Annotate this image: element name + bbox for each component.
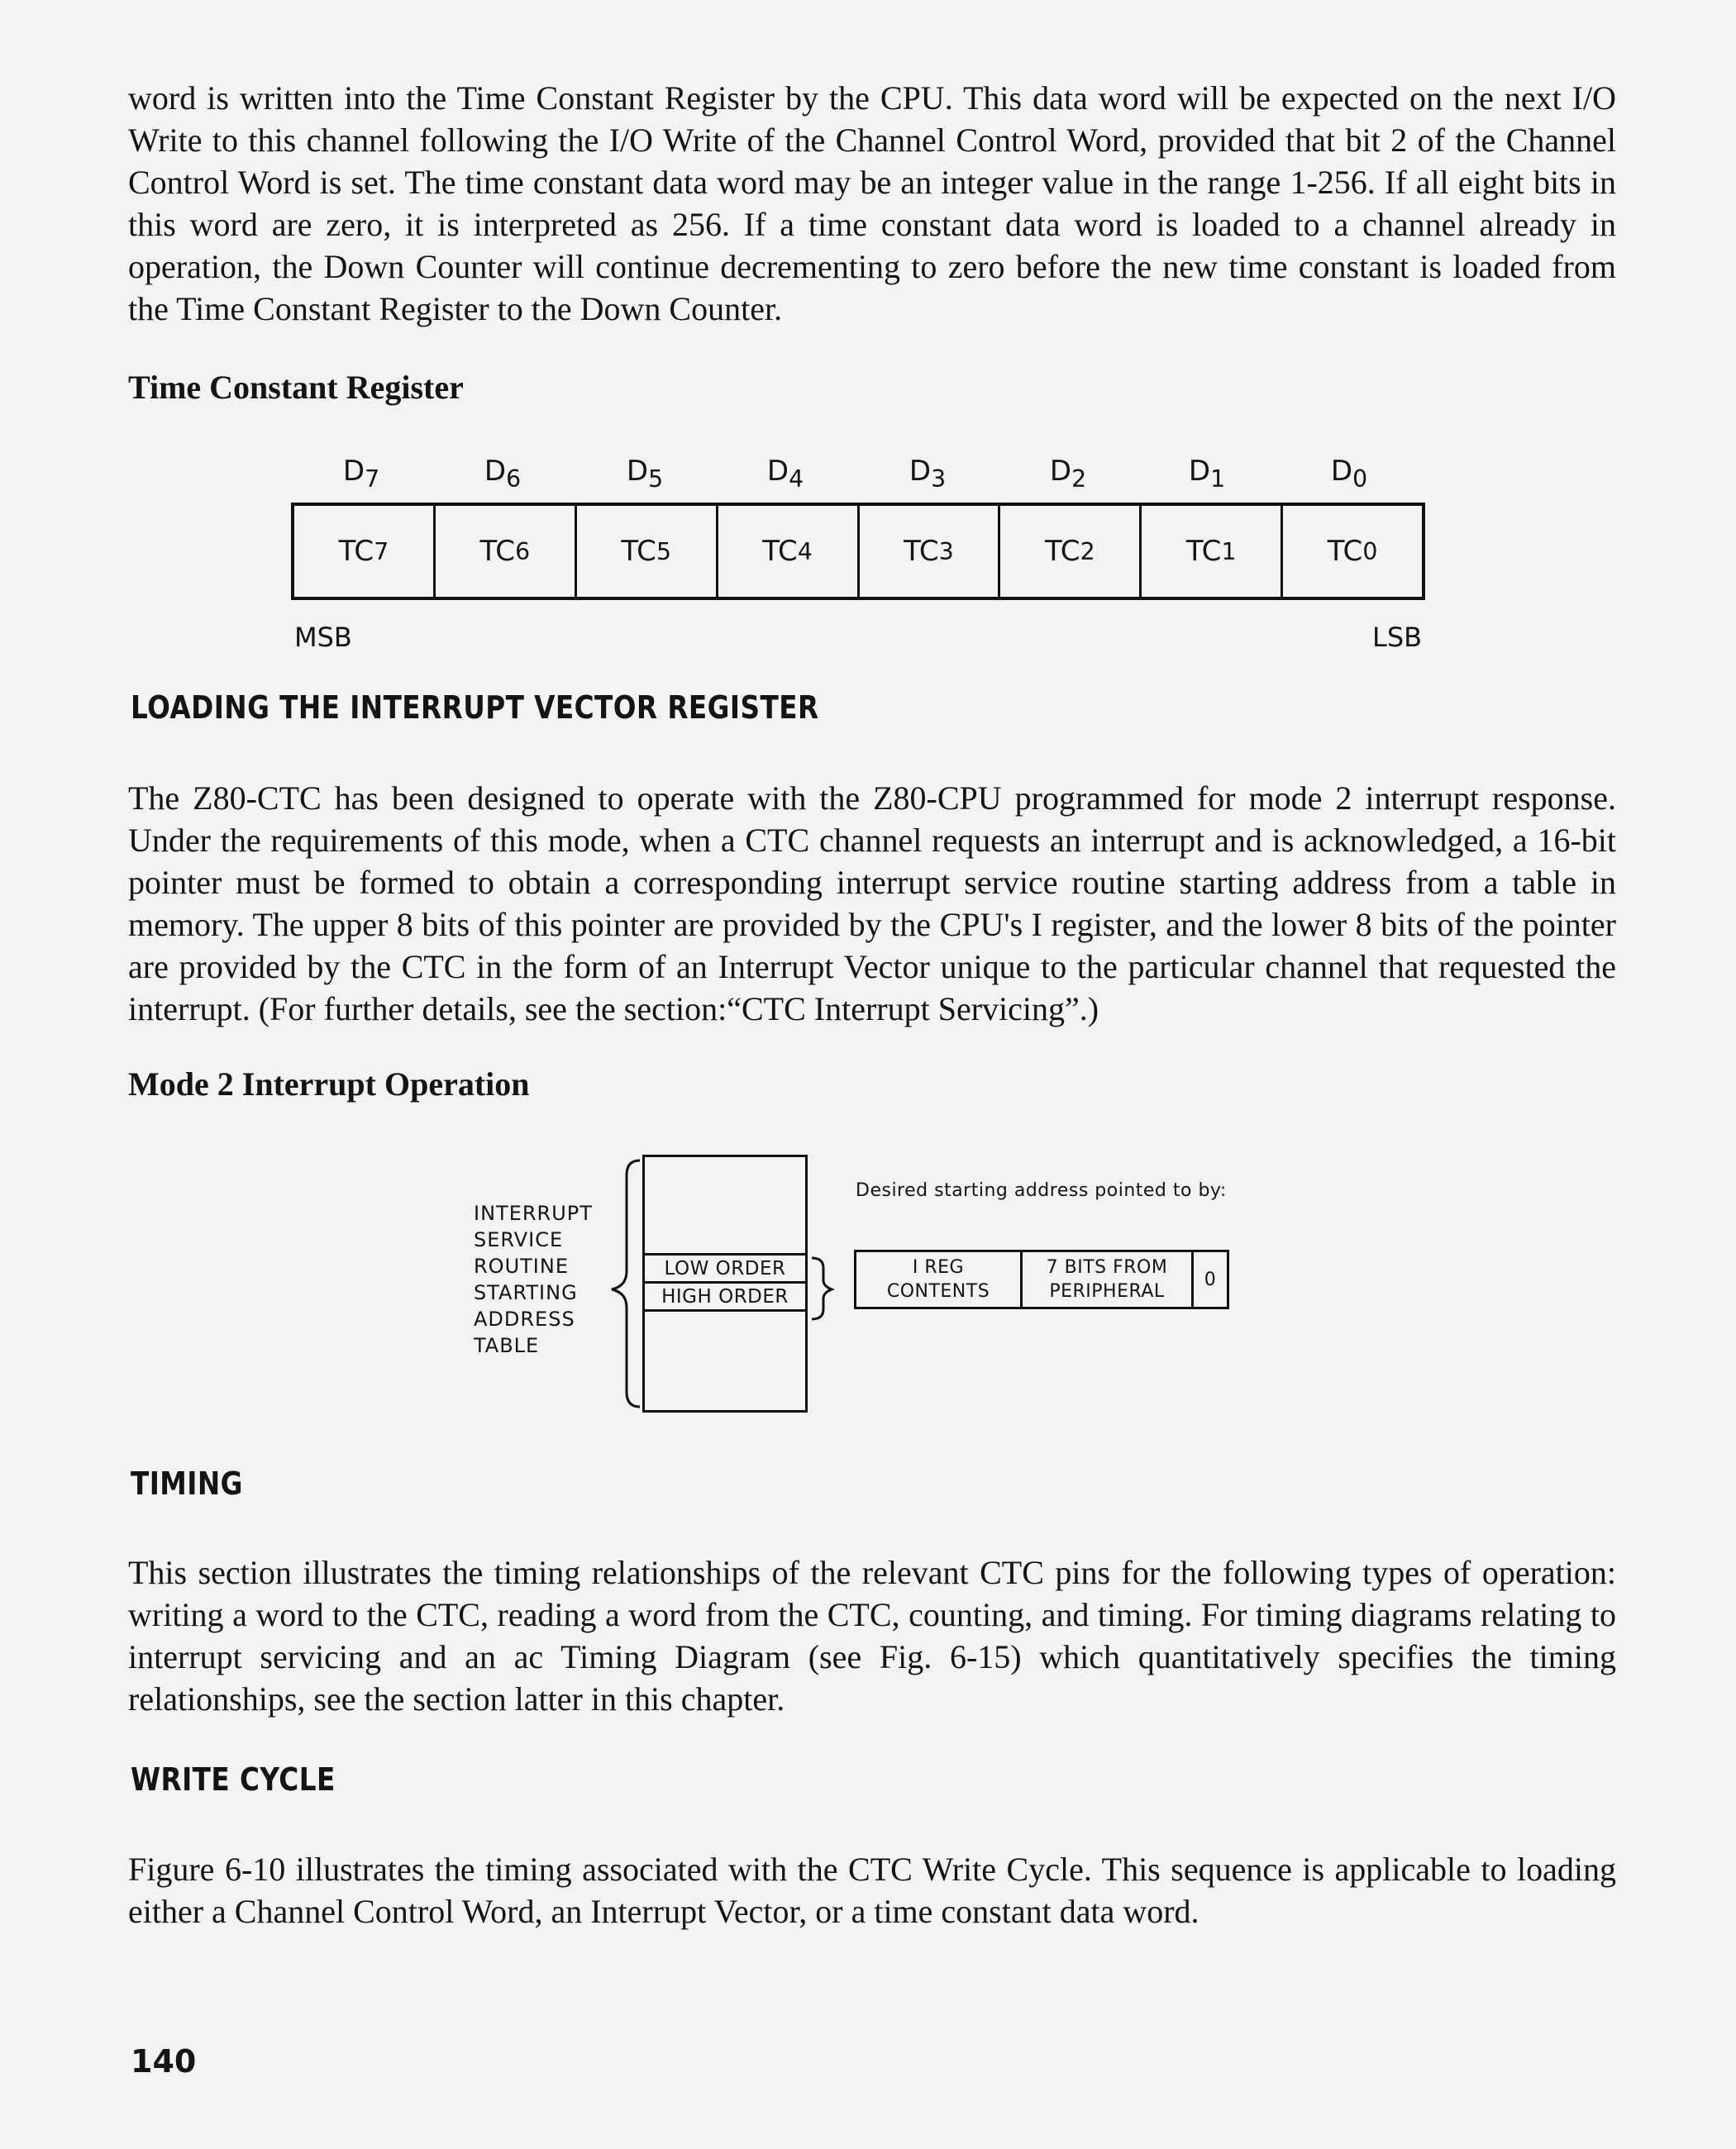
low-order-cell: LOW ORDER <box>645 1253 805 1281</box>
address-table-label: INTERRUPT SERVICE ROUTINE STARTING ADDRESS TABLE <box>474 1202 593 1357</box>
mode2-heading: Mode 2 Interrupt Operation <box>128 1065 530 1103</box>
bit-label-d3: $D_3$ <box>909 455 947 493</box>
register-cell-tc7: TC 7 <box>294 506 436 597</box>
interrupt-vector-paragraph: The Z80-CTC has been designed to operate with the Z80-CPU programmed for mode 2 interrupt response. Under the requirements of this mode, when a CTC channel requests an interrupt and is acknowledged, a 16-bit pointer must be formed to obtain a corresponding interrupt service routine starting address from a table in memory. The upper 8 bits of this pointer are provided by the CPU's I register, and the lower 8 bits of the pointer are provided by the CTC in the form of an Interrupt Vector unique to the particular channel that requested the interrupt. (For further details, see the section:“CTC Interrupt Servicing”.) <box>128 779 1616 1027</box>
register-cell-tc4: TC 4 <box>718 506 860 597</box>
write-cycle-paragraph: Figure 6-10 illustrates the timing associated with the CTC Write Cycle. This sequence is applicable to loading either a Channel Control Word, an Interrupt Vector, or a time constant data word. <box>128 1851 1616 1930</box>
register-cell-tc5: TC 5 <box>577 506 718 597</box>
register-cell-tc2: TC 2 <box>1000 506 1142 597</box>
timing-heading: TIMING <box>131 1465 243 1502</box>
bit-label-d6: $D_6$ <box>484 455 522 493</box>
bit-label-d2: $D_2$ <box>1049 455 1087 493</box>
intro-paragraph: word is written into the Time Constant Register by the CPU. This data word will be expected on the next I/O Write to this channel following the I/O Write of the Channel Control Word, provided that bit 2 of the Channel Control Word is set. The time constant data word may be an integer value in the range 1-256. If all eight bits in this word are zero, it is interpreted as 256. If a time constant data word is loaded to a channel already in operation, the Down Counter will continue decrementing to zero before the new time constant is loaded from the Time Constant Register to the Down Counter. <box>128 79 1616 327</box>
i-reg-cell: I REG CONTENTS <box>856 1252 1023 1307</box>
desired-address-caption: Desired starting address pointed to by: <box>856 1180 1227 1201</box>
loading-interrupt-vector-heading: LOADING THE INTERRUPT VECTOR REGISTER <box>131 689 819 726</box>
bit-label-d1: $D_1$ <box>1188 455 1226 493</box>
high-order-cell: HIGH ORDER <box>645 1281 805 1312</box>
time-constant-register-heading: Time Constant Register <box>128 369 464 406</box>
memory-table <box>642 1155 808 1413</box>
timing-paragraph: This section illustrates the timing relationships of the relevant CTC pins for the following types of operation: writing a word to the CTC, reading a word from the CTC, counting, and timing. For timing diagrams relating to interrupt servicing and an ac Timing Diagram (see Fig. 6-15) which quantitatively specifies the timing relationships, see the section latter in this chapter. <box>128 1554 1616 1718</box>
write-cycle-heading: WRITE CYCLE <box>131 1761 336 1798</box>
right-brace <box>812 1258 832 1319</box>
zero-bit-cell: 0 <box>1204 1269 1217 1290</box>
pointer-box <box>854 1250 1229 1309</box>
page-number: 140 <box>131 2043 197 2080</box>
lsb-label: LSB <box>1372 622 1423 653</box>
register-cell-tc0: TC 0 <box>1327 535 1378 568</box>
bit-label-d5: $D_5$ <box>626 455 664 493</box>
seven-bits-cell: 7 BITS FROM PERIPHERAL <box>1023 1252 1194 1307</box>
bit-label-d7: $D_7$ <box>342 455 380 493</box>
left-brace <box>612 1160 640 1407</box>
bit-label-d4: $D_4$ <box>766 455 804 493</box>
register-cell-tc1: TC 1 <box>1142 506 1283 597</box>
register-cell-tc6: TC 6 <box>436 506 577 597</box>
register-cell-tc3: TC 3 <box>860 506 1001 597</box>
bit-label-d0: $D_0$ <box>1330 455 1368 493</box>
msb-label: MSB <box>294 622 352 653</box>
